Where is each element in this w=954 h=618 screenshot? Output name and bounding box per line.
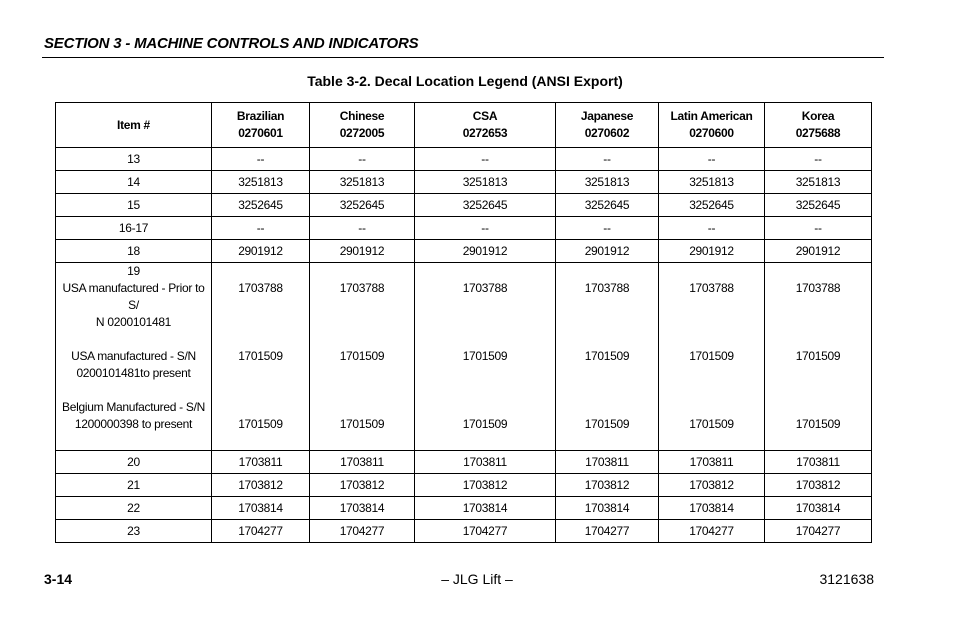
page-number: 3-14: [44, 571, 73, 587]
table-cell: 2901912: [415, 240, 556, 263]
document-number: 3121638: [819, 571, 874, 587]
table-cell: 3251813: [212, 171, 310, 194]
item-note: 1200000398 to present: [74, 417, 193, 431]
table-cell: --: [415, 217, 556, 240]
column-header: Korea 0275688: [765, 103, 872, 148]
part-number: 1701509: [238, 349, 283, 363]
column-header: Chinese 0272005: [310, 103, 415, 148]
table-cell: --: [659, 148, 765, 171]
item-cell: [56, 263, 212, 451]
part-number: 1703788: [689, 281, 734, 295]
table-row: [56, 474, 872, 497]
item-note: N 0200101481: [95, 315, 172, 329]
column-header: Item #: [56, 103, 212, 148]
table-row: [56, 497, 872, 520]
table-cell: 1703812: [212, 474, 310, 497]
table-title: Table 3-2. Decal Location Legend (ANSI Export): [307, 73, 623, 89]
table-cell: 3252645: [659, 194, 765, 217]
part-number: 1701509: [462, 417, 508, 431]
item-cell: 14: [56, 171, 212, 194]
table-cell: 3251813: [659, 171, 765, 194]
table-header-row: [56, 103, 872, 148]
table-row: [56, 240, 872, 263]
table-cell: 1703814: [415, 497, 556, 520]
table-cell: [556, 263, 659, 451]
table-cell: 3252645: [415, 194, 556, 217]
table-cell: 3251813: [765, 171, 872, 194]
table-cell: 3251813: [415, 171, 556, 194]
footer-brand: – JLG Lift –: [441, 571, 513, 587]
table-cell: 1703812: [556, 474, 659, 497]
table-cell: 1703814: [212, 497, 310, 520]
item-cell: 23: [56, 520, 212, 543]
table-cell: 1704277: [659, 520, 765, 543]
item-cell: 20: [56, 451, 212, 474]
part-number: 1701509: [462, 349, 508, 363]
table-cell: 1703814: [310, 497, 415, 520]
table-row: [56, 451, 872, 474]
part-number: 1701509: [795, 417, 841, 431]
table-cell: 3251813: [310, 171, 415, 194]
table-cell: --: [556, 217, 659, 240]
table-cell: 1703812: [310, 474, 415, 497]
table-cell: 1703811: [765, 451, 872, 474]
part-number: 1701509: [339, 417, 385, 431]
part-number: 1701509: [689, 417, 734, 431]
column-header: Brazilian 0270601: [212, 103, 310, 148]
table-row: [56, 520, 872, 543]
column-header: Latin American 0270600: [659, 103, 765, 148]
table-cell: --: [212, 148, 310, 171]
part-number: 1701509: [795, 349, 841, 363]
table-cell: 1703814: [765, 497, 872, 520]
table-cell: 2901912: [659, 240, 765, 263]
table-cell: 2901912: [556, 240, 659, 263]
table-cell: --: [415, 148, 556, 171]
item-cell: 13: [56, 148, 212, 171]
table-cell: 1704277: [212, 520, 310, 543]
table-cell: 3252645: [310, 194, 415, 217]
header-rule: [42, 57, 884, 58]
part-number: 1703788: [795, 281, 841, 295]
table-cell: 1703811: [310, 451, 415, 474]
table-row: [56, 194, 872, 217]
table-cell: [415, 263, 556, 451]
table-cell: 1704277: [556, 520, 659, 543]
table-cell: 3252645: [765, 194, 872, 217]
table-cell: --: [310, 217, 415, 240]
column-header: Japanese 0270602: [556, 103, 659, 148]
table-cell: 2901912: [310, 240, 415, 263]
item-cell: 18: [56, 240, 212, 263]
item-note: Belgium Manufactured - S/N: [62, 400, 205, 414]
item-number: 19: [127, 264, 140, 278]
table-cell: 1703814: [556, 497, 659, 520]
table-cell: [659, 263, 765, 451]
table-cell: 1703811: [212, 451, 310, 474]
table-cell: [212, 263, 310, 451]
table-cell: --: [556, 148, 659, 171]
table-row: [56, 148, 872, 171]
table-cell: --: [310, 148, 415, 171]
table-cell: --: [659, 217, 765, 240]
item-note: USA manufactured - Prior to S/: [62, 281, 205, 312]
part-number: 1701509: [689, 349, 734, 363]
table-cell: 2901912: [212, 240, 310, 263]
part-number: 1701509: [339, 349, 385, 363]
table-cell: 2901912: [765, 240, 872, 263]
decal-legend-table: [55, 102, 872, 543]
table-cell: 3252645: [212, 194, 310, 217]
table-cell: 1703811: [556, 451, 659, 474]
table-cell: 1703812: [765, 474, 872, 497]
table-cell: --: [212, 217, 310, 240]
table-cell: [310, 263, 415, 451]
item-note: USA manufactured - S/N: [71, 349, 196, 363]
part-number: 1703788: [462, 281, 508, 295]
table-cell: 1704277: [310, 520, 415, 543]
table-cell: 1703812: [415, 474, 556, 497]
table-cell: [765, 263, 872, 451]
table-cell: 3251813: [556, 171, 659, 194]
table-cell: 1704277: [415, 520, 556, 543]
part-number: 1703788: [584, 281, 630, 295]
item-cell: 16-17: [56, 217, 212, 240]
table-cell: 1703812: [659, 474, 765, 497]
table-cell: --: [765, 217, 872, 240]
table-cell: --: [765, 148, 872, 171]
column-header: CSA 0272653: [415, 103, 556, 148]
table-row-multiline: [56, 263, 872, 451]
part-number: 1703788: [238, 281, 283, 295]
item-cell: 22: [56, 497, 212, 520]
table-row: [56, 171, 872, 194]
table-cell: 1703811: [659, 451, 765, 474]
part-number: 1701509: [238, 417, 283, 431]
part-number: 1701509: [584, 349, 630, 363]
table-cell: 1703814: [659, 497, 765, 520]
part-number: 1701509: [584, 417, 630, 431]
table-row: [56, 217, 872, 240]
item-cell: 15: [56, 194, 212, 217]
item-cell: 21: [56, 474, 212, 497]
item-note: 0200101481to present: [76, 366, 191, 380]
table-cell: 3252645: [556, 194, 659, 217]
part-number: 1703788: [339, 281, 385, 295]
table-cell: 1704277: [765, 520, 872, 543]
table-cell: 1703811: [415, 451, 556, 474]
section-title: SECTION 3 - MACHINE CONTROLS AND INDICATORS: [44, 35, 419, 52]
